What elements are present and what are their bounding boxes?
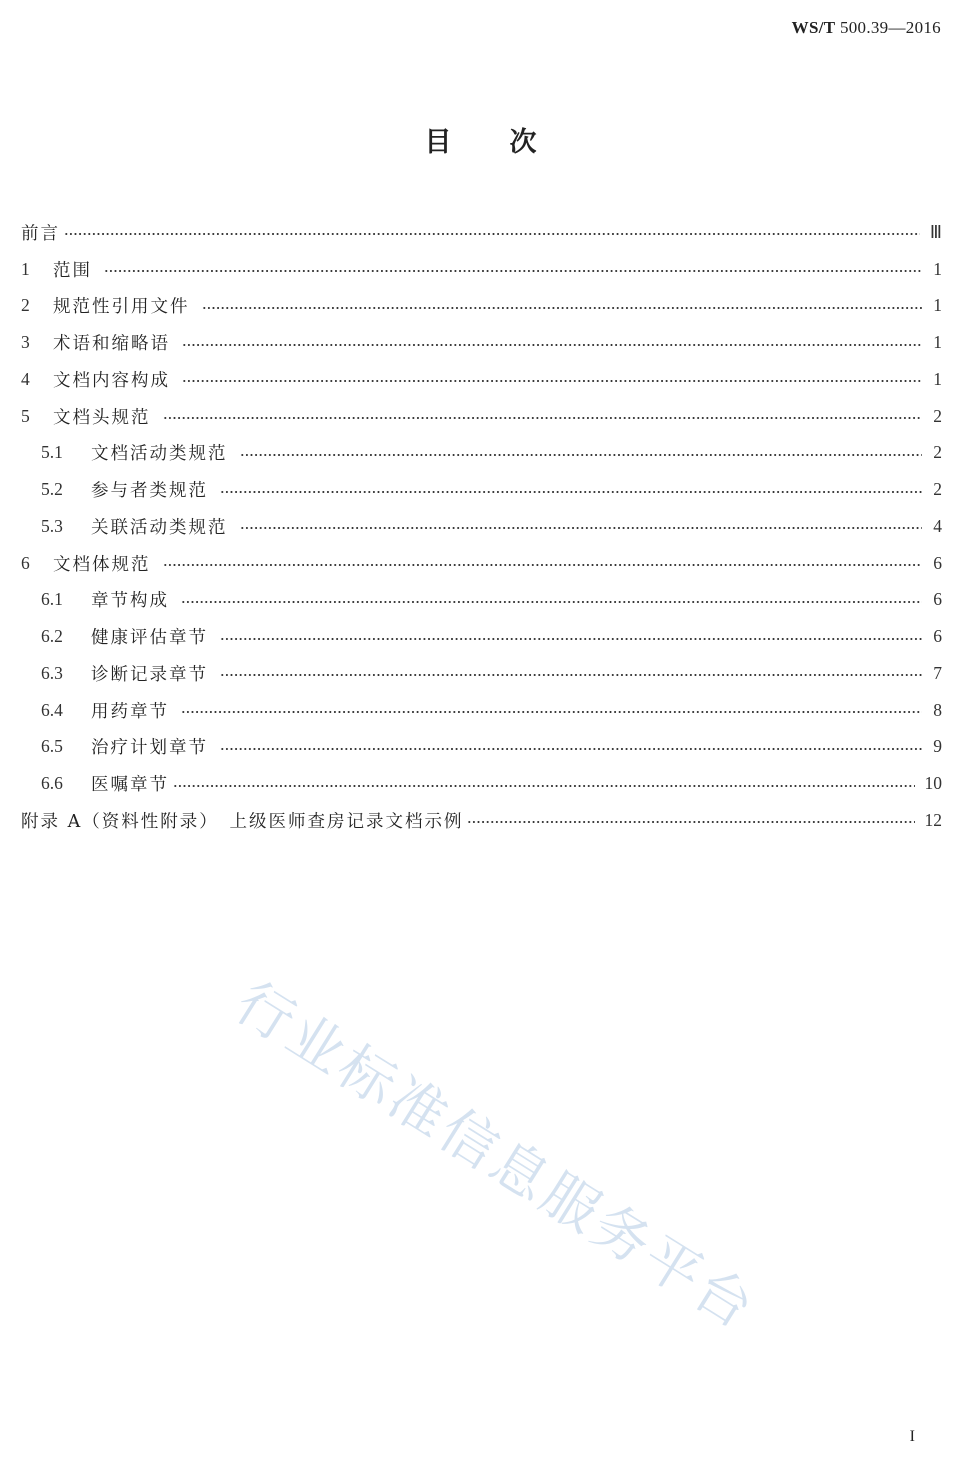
toc-entry-page: 6 — [933, 626, 942, 647]
toc-entry-page: 7 — [933, 662, 942, 683]
toc-dot-leader — [220, 674, 922, 676]
toc-entry-label: 附录 A（资料性附录） 上级医师查房记录文档示例 — [21, 811, 464, 832]
toc-entry-number: 5.1 — [41, 442, 63, 463]
toc-entry-label: 诊断记录章节 — [91, 664, 208, 685]
toc-entry-label: 健康评估章节 — [91, 628, 208, 649]
toc-entry-label: 治疗计划章节 — [91, 738, 208, 759]
toc-dot-leader — [202, 307, 923, 309]
toc-entry[interactable] — [21, 288, 942, 325]
toc-entry-number: 5 — [21, 405, 30, 426]
toc-entry-page: 2 — [933, 405, 942, 426]
toc-entry[interactable] — [21, 435, 942, 472]
toc-entry-number: 6.5 — [41, 736, 63, 757]
toc-entry[interactable] — [21, 692, 942, 729]
toc-entry-page: 9 — [933, 736, 942, 757]
toc-entry-label: 术语和缩略语 — [53, 334, 170, 355]
toc-entry[interactable] — [21, 545, 942, 582]
toc-dot-leader — [240, 454, 923, 456]
toc-entry-page: 4 — [933, 515, 942, 536]
toc-entry-label: 范围 — [53, 260, 92, 281]
watermark: 行业标准信息服务平台 — [224, 970, 768, 1344]
toc-entry[interactable] — [21, 214, 942, 251]
toc-entry-page: 10 — [924, 773, 942, 794]
standard-code: 500.39—2016 — [839, 18, 941, 37]
toc-dot-leader — [163, 564, 923, 566]
toc-dot-leader — [181, 601, 922, 603]
toc-dot-leader — [220, 491, 922, 493]
toc-entry-page: 2 — [933, 479, 942, 500]
toc-entry-number: 6 — [21, 552, 30, 573]
toc-dot-leader — [240, 527, 923, 529]
toc-entry-label: 用药章节 — [91, 701, 169, 722]
standard-number — [792, 18, 941, 38]
table-of-contents — [21, 214, 942, 839]
toc-entry-label: 文档头规范 — [53, 407, 151, 428]
toc-dot-leader — [181, 711, 922, 713]
toc-entry-label: 参与者类规范 — [91, 481, 208, 502]
toc-entry-number: 6.2 — [41, 626, 63, 647]
toc-entry[interactable] — [21, 251, 942, 288]
toc-dot-leader — [173, 785, 915, 787]
toc-entry-page: 2 — [933, 442, 942, 463]
toc-entry-page: 1 — [933, 258, 942, 279]
toc-entry[interactable] — [21, 802, 942, 839]
toc-entry-page: 6 — [933, 552, 942, 573]
toc-dot-leader — [182, 380, 922, 382]
toc-entry[interactable] — [21, 655, 942, 692]
toc-entry-number: 6.3 — [41, 662, 63, 683]
toc-entry-label: 文档体规范 — [53, 554, 151, 575]
toc-entry-label: 规范性引用文件 — [53, 297, 190, 318]
toc-entry-label: 关联活动类规范 — [91, 517, 228, 538]
toc-entry-page: 1 — [933, 295, 942, 316]
toc-entry-page: 6 — [933, 589, 942, 610]
page-title: 目次 — [424, 127, 595, 158]
toc-entry-number: 6.1 — [41, 589, 63, 610]
toc-dot-leader — [467, 821, 914, 823]
toc-entry-page: 8 — [933, 699, 942, 720]
toc-entry-number: 6.6 — [41, 773, 63, 794]
toc-dot-leader — [163, 417, 923, 419]
toc-entry[interactable] — [21, 729, 942, 766]
toc-entry-label: 文档活动类规范 — [91, 444, 228, 465]
toc-entry[interactable] — [21, 361, 942, 398]
toc-entry-number: 1 — [21, 258, 30, 279]
toc-entry[interactable] — [21, 582, 942, 619]
toc-entry-number: 5.3 — [41, 515, 63, 536]
toc-entry-number: 6.4 — [41, 699, 63, 720]
toc-entry-page: 1 — [933, 368, 942, 389]
toc-entry[interactable] — [21, 324, 942, 361]
toc-entry-page: 1 — [933, 332, 942, 353]
toc-dot-leader — [182, 344, 922, 346]
toc-dot-leader — [104, 270, 922, 272]
toc-entry[interactable] — [21, 508, 942, 545]
toc-entry-label: 章节构成 — [91, 591, 169, 612]
toc-entry-number: 2 — [21, 295, 30, 316]
toc-entry-number: 4 — [21, 368, 30, 389]
standard-prefix: WS/T — [791, 18, 836, 37]
toc-entry[interactable] — [21, 765, 942, 802]
toc-entry-label: 文档内容构成 — [53, 370, 170, 391]
toc-dot-leader — [220, 748, 922, 750]
toc-entry[interactable] — [21, 618, 942, 655]
toc-entry-number: 5.2 — [41, 479, 63, 500]
toc-dot-leader — [64, 233, 920, 235]
toc-entry-page: Ⅲ — [929, 221, 942, 242]
toc-entry-label: 前言 — [21, 223, 60, 244]
toc-entry[interactable] — [21, 471, 942, 508]
toc-entry-number: 3 — [21, 332, 30, 353]
toc-dot-leader — [220, 638, 922, 640]
toc-entry-label: 医嘱章节 — [91, 775, 169, 796]
toc-entry[interactable] — [21, 398, 942, 435]
toc-entry-page: 12 — [924, 809, 942, 830]
page-number: I — [909, 1428, 915, 1445]
